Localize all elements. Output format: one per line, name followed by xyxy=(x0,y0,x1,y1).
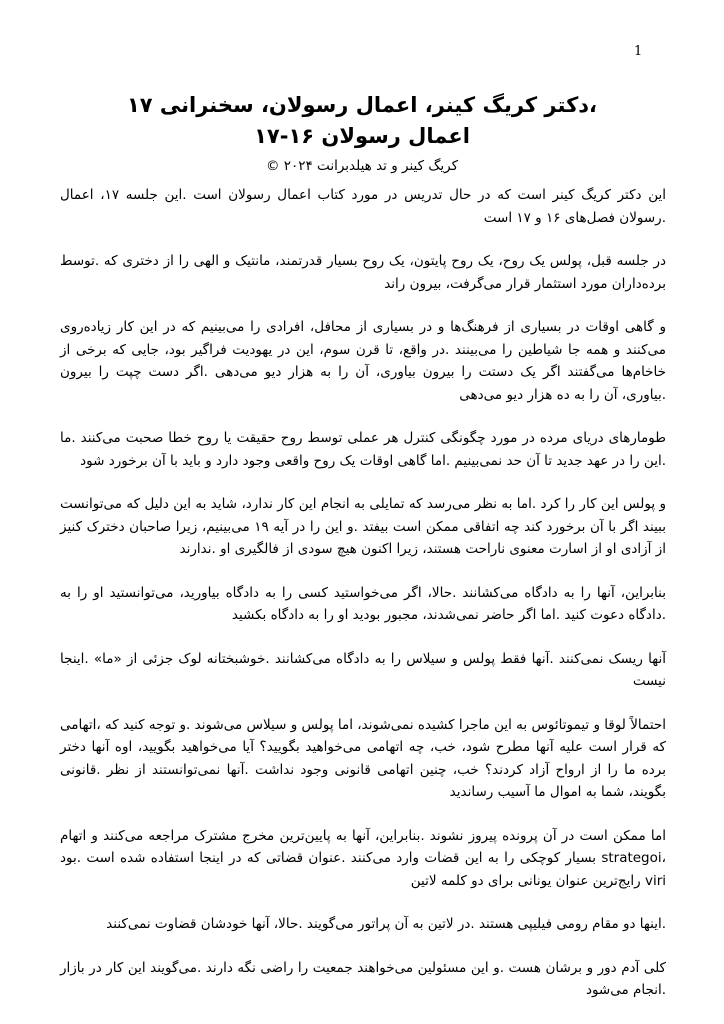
paragraph-2: در جلسه قبل، پولس یک روح، یک روح پایتون، یک روح بسیار قدرتمند، مانتیک و الهی را از دختری که .توسط برده‌داران مورد استثمار قرار می‌گرفت، بیرون راند xyxy=(60,253,666,292)
paragraph-9: اما ممکن است در آن پرونده پیروز نشوند .بنابراین، آنها به پایین‌ترین مخرج مشترک مراجعه می‌کنند و اتهام ،strategoi بسیار کوچکی را به این قضات وارد می‌کنند .عنوان قضاتی که در اینجا استفاده شده است .بود viri رایج‌ترین عنوان یونانی برای دو کلمه لاتین xyxy=(60,827,666,889)
page-title: ،دکتر کریگ کینر، اعمال رسولان، سخنرانی ۱۷ xyxy=(126,93,598,117)
paragraph-6: بنابراین، آنها را به دادگاه می‌کشانند .حالا، اگر می‌خواستید کسی را به دادگاه بیاورید، می‌توانستید او را به .دادگاه دعوت کنید .اما اگر حاضر نمی‌شدند، مجبور بودید او را به دادگاه بکشید xyxy=(60,584,666,623)
paragraph-1: این دکتر کریگ کینر است که در حال تدریس در مورد کتاب اعمال رسولان است .این جلسه ۱۷، اعمال .رسولان فصل‌های ۱۶ و ۱۷ است xyxy=(60,187,666,226)
paragraph-8: احتمالاً لوقا و تیموتائوس به این ماجرا کشیده نمی‌شوند، اما پولس و سیلاس می‌شوند .و توجه کنید که ،اتهامی که قرار است علیه آنها مطرح شود، خب، چه اتهامی می‌خواهید بگویید؟ آیا می‌خواهید بگویید، اوه آنها دختر برده ما را از ارواح آزاد کردند؟ خب، چنین اتهامی قانونی وجود نداشت .آنها نمی‌توانستند از نظر .قانونی بگویند، شما به اموال ما آسیب رساندید xyxy=(60,716,666,800)
paragraph-7: آنها ریسک نمی‌کنند .آنها فقط پولس و سیلاس را به دادگاه می‌کشانند .خوشبختانه لوک جزئی از «ما» .اینجا نیست xyxy=(60,650,666,689)
copyright-line: کریگ کینر و تد هیلدبرانت ۲۰۲۴ © xyxy=(265,158,459,174)
page-subtitle: اعمال رسولان ۱۶-۱۷ xyxy=(254,124,470,148)
paragraph-4: طومارهای دریای مرده در مورد چگونگی کنترل هر عملی توسط روح حقیقت یا روح خطا صحبت می‌کنند .ما .این را در عهد جدید تا آن حد نمی‌بینیم .اما گاهی اوقات یک روح واقعی وجود دارد و باید با آن برخورد شود xyxy=(60,430,666,469)
page-number: 1 xyxy=(634,44,643,59)
paragraph-5: و پولس این کار را کرد .اما به نظر می‌رسد که تمایلی به انجام این کار ندارد، شاید به این دلیل که می‌توانست ببیند اگر با آن برخورد کند چه اتفاقی ممکن است بیفتد .و این را در آیه ۱۹ می‌بینیم، زیرا صاحبان دخترک کنیز از آزادی او از اسارت معنوی ناراحت هستند، زیرا اکنون هیچ سودی از فالگیری او .ندارند xyxy=(60,496,666,557)
paragraph-11: کلی آدم دور و برشان هست .و این مسئولین می‌خواهند جمعیت را راضی نگه دارند .می‌گویند این کار در بازار .انجام می‌شود xyxy=(60,959,666,998)
paragraph-3: و گاهی اوقات در بسیاری از فرهنگ‌ها و در بسیاری از محافل، افرادی را می‌بینیم که در این کار زیاده‌روی می‌کنند و همه جا شیاطین را می‌بینند .در واقع، تا قرن سوم، این در یهودیت فراگیر بود، جایی که برخی از خاخام‌ها می‌گفتند اگر یک دستت را بیرون بیاوری، آن را به هزار دیو می‌دهی .اگر دست چپت را بیرون .بیاوری، آن را به ده هزار دیو می‌دهی xyxy=(60,319,666,403)
paragraph-10: .اینها دو مقام رومی فیلیپی هستند .در لاتین به آن پراتور می‌گویند .حالا، آنها خودشان قضاوت نمی‌کنند xyxy=(106,916,666,932)
document-body xyxy=(60,184,666,1002)
title-block xyxy=(80,90,644,177)
